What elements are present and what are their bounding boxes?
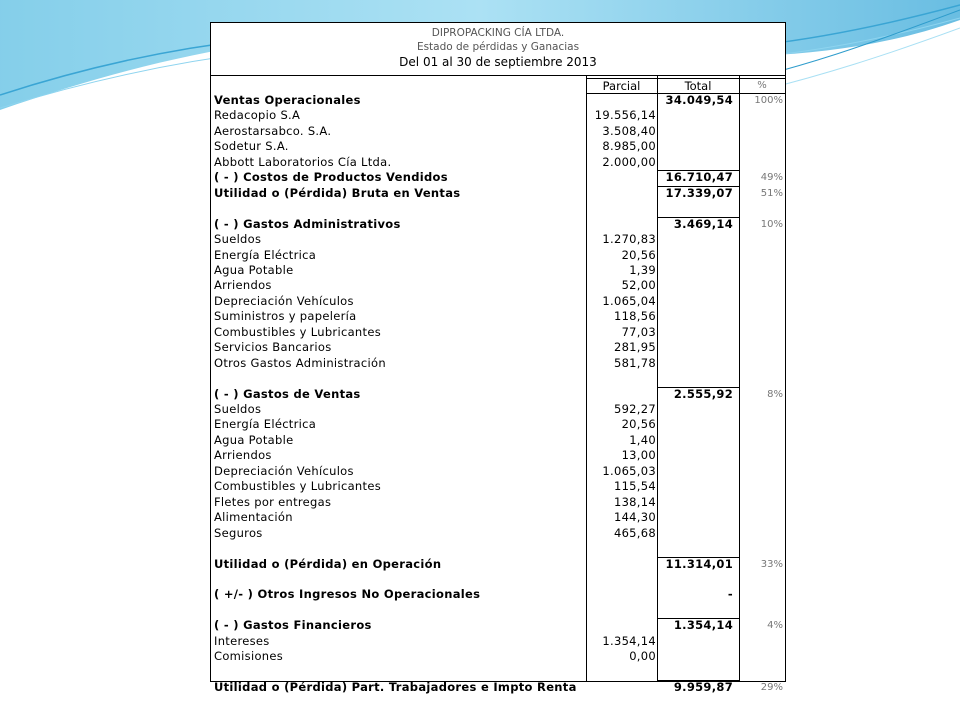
row-percent: 4% — [767, 620, 783, 632]
income-statement-table — [210, 22, 786, 695]
table-row — [211, 309, 785, 324]
row-parcial: 8.985,00 — [602, 139, 656, 154]
row-label: Energía Eléctrica — [214, 247, 317, 262]
table-row — [211, 263, 785, 278]
table-row — [211, 541, 785, 556]
row-percent: 33% — [760, 558, 783, 570]
table-row — [211, 464, 785, 479]
row-parcial: 20,56 — [621, 417, 656, 432]
table-row — [211, 170, 785, 185]
row-parcial: 581,78 — [613, 355, 656, 370]
row-total: 17.339,07 — [665, 185, 733, 200]
table-row — [211, 387, 785, 402]
row-label: Redacopio S.A — [214, 108, 301, 123]
table-row — [211, 680, 785, 695]
row-label: Utilidad o (Pérdida) Part. Trabajadores e Impto Renta — [214, 680, 577, 695]
row-total: - — [727, 587, 733, 602]
row-parcial: 3.508,40 — [602, 123, 656, 138]
row-percent: 29% — [760, 682, 783, 694]
row-parcial: 592,27 — [613, 402, 656, 416]
table-row — [211, 526, 785, 541]
table-row — [211, 417, 785, 432]
row-label: Fletes por entregas — [214, 494, 332, 509]
report-period: Del 01 al 30 de septiembre 2013 — [399, 55, 597, 69]
table-row — [211, 557, 785, 572]
row-parcial: 0,00 — [629, 649, 656, 664]
row-parcial: 1.354,14 — [602, 633, 656, 648]
row-label: Seguros — [214, 525, 263, 540]
row-parcial: 52,00 — [621, 278, 656, 293]
row-percent: 100% — [754, 95, 783, 106]
table-row — [211, 510, 785, 525]
row-total: 9.959,87 — [673, 680, 733, 695]
row-parcial: 115,54 — [613, 479, 656, 494]
row-parcial: 1,39 — [629, 262, 656, 277]
table-row — [211, 325, 785, 340]
row-label: Arriendos — [214, 448, 272, 463]
row-label: Utilidad o (Pérdida) en Operación — [214, 556, 442, 571]
total-rule — [657, 217, 739, 218]
row-parcial: 138,14 — [613, 494, 656, 509]
row-parcial: 19.556,14 — [594, 108, 656, 123]
row-label: ( - ) Gastos Financieros — [214, 618, 372, 633]
row-label: Sueldos — [214, 232, 262, 247]
table-row — [211, 108, 785, 123]
table-row — [211, 603, 785, 618]
table-row — [211, 479, 785, 494]
row-label: Utilidad o (Pérdida) Bruta en Ventas — [214, 185, 461, 200]
total-rule — [657, 618, 739, 619]
total-rule — [657, 680, 739, 681]
row-parcial: 13,00 — [621, 448, 656, 463]
row-total: 2.555,92 — [673, 386, 733, 401]
table-row — [211, 587, 785, 602]
row-percent: 8% — [767, 388, 783, 400]
row-label: Agua Potable — [214, 432, 294, 447]
row-label: Alimentación — [214, 510, 293, 525]
row-parcial: 281,95 — [613, 340, 656, 355]
column-header-parcial: Parcial — [586, 78, 657, 94]
table-row — [211, 665, 785, 680]
row-label: ( - ) Gastos de Ventas — [214, 386, 361, 401]
row-parcial: 465,68 — [613, 525, 656, 540]
row-label: Agua Potable — [214, 262, 294, 277]
table-row — [211, 93, 785, 108]
table-row — [211, 201, 785, 216]
row-parcial: 1,40 — [629, 432, 656, 447]
row-parcial: 1.270,83 — [602, 232, 656, 247]
row-label: Arriendos — [214, 278, 272, 293]
row-label: Combustibles y Lubricantes — [214, 479, 381, 494]
row-total: 16.710,47 — [665, 170, 733, 185]
total-rule — [657, 93, 739, 94]
row-label: Suministros y papelería — [214, 309, 357, 324]
row-parcial: 20,56 — [621, 247, 656, 262]
row-total: 1.354,14 — [673, 618, 733, 633]
report-title: Estado de pérdidas y Ganacias — [416, 41, 580, 53]
row-parcial: 144,30 — [613, 510, 656, 525]
row-percent: 10% — [760, 218, 783, 230]
table-row — [211, 618, 785, 633]
total-rule — [657, 186, 739, 187]
table-row — [211, 248, 785, 263]
total-rule — [657, 170, 739, 171]
table-row — [211, 371, 785, 386]
table-row — [211, 278, 785, 293]
table-row — [211, 634, 785, 649]
row-label: Servicios Bancarios — [214, 340, 332, 355]
table-row — [211, 433, 785, 448]
table-row — [211, 448, 785, 463]
row-label: Intereses — [214, 633, 270, 648]
table-row — [211, 572, 785, 587]
table-row — [211, 124, 785, 139]
table-row — [211, 356, 785, 371]
row-percent: 49% — [760, 172, 783, 184]
table-row — [211, 139, 785, 154]
table-row — [211, 232, 785, 247]
row-label: Sodetur S.A. — [214, 139, 289, 154]
row-label: Sueldos — [214, 402, 262, 416]
column-header-total: Total — [657, 78, 739, 94]
row-parcial: 77,03 — [621, 324, 656, 339]
row-total: 11.314,01 — [665, 556, 733, 571]
row-parcial: 118,56 — [613, 309, 656, 324]
row-label: Energía Eléctrica — [214, 417, 317, 432]
row-label: Combustibles y Lubricantes — [214, 324, 381, 339]
row-label: Depreciación Vehículos — [214, 463, 354, 478]
row-parcial: 2.000,00 — [602, 154, 656, 169]
row-label: Aerostarsabco. S.A. — [214, 123, 332, 138]
table-row — [211, 495, 785, 510]
table-row — [211, 155, 785, 170]
row-label: Ventas Operacionales — [214, 93, 361, 107]
table-row — [211, 649, 785, 664]
row-label: Comisiones — [214, 649, 284, 664]
row-total: 3.469,14 — [673, 216, 733, 231]
table-row — [211, 217, 785, 232]
table-row — [211, 186, 785, 201]
statement-header — [211, 23, 785, 76]
table-row — [211, 340, 785, 355]
company-name: DIPROPACKING CÍA LTDA. — [431, 27, 565, 39]
table-row — [211, 402, 785, 417]
row-parcial: 1.065,03 — [602, 463, 656, 478]
column-header-percent: % — [739, 78, 785, 94]
row-label: ( - ) Gastos Administrativos — [214, 216, 401, 231]
row-label: ( +/- ) Otros Ingresos No Operacionales — [214, 587, 481, 602]
row-total: 34.049,54 — [665, 93, 733, 107]
row-label: Otros Gastos Administración — [214, 355, 386, 370]
total-rule — [657, 557, 739, 558]
row-label: Abbott Laboratorios Cía Ltda. — [214, 154, 392, 169]
row-parcial: 1.065,04 — [602, 293, 656, 308]
row-percent: 51% — [760, 187, 783, 199]
total-rule — [657, 387, 739, 388]
row-label: ( - ) Costos de Productos Vendidos — [214, 170, 448, 185]
table-row — [211, 294, 785, 309]
row-label: Depreciación Vehículos — [214, 293, 354, 308]
